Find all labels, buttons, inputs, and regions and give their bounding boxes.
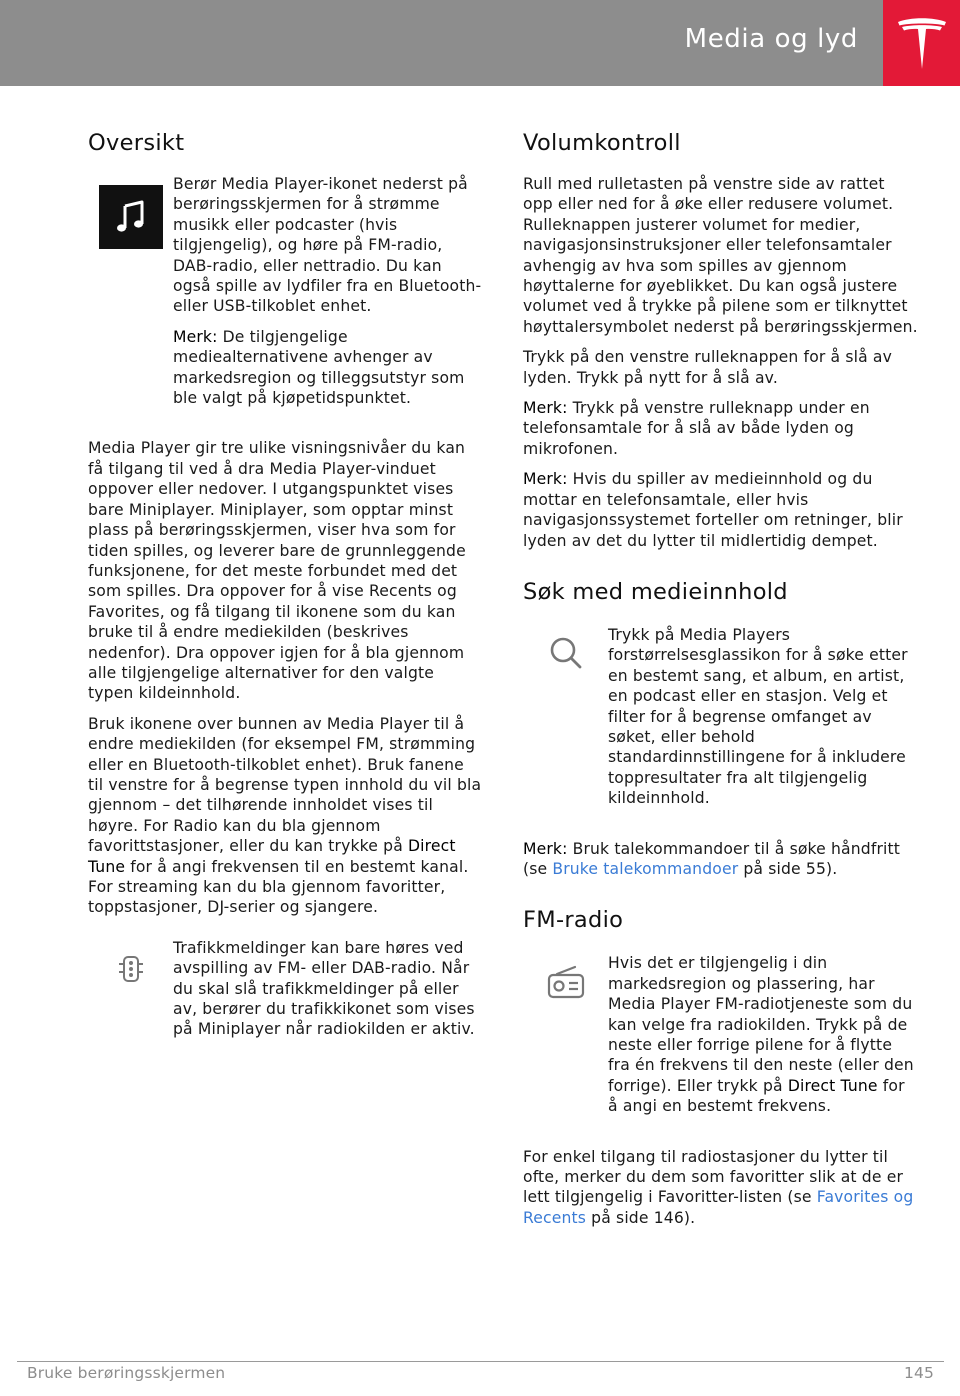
paragraph-sources: [88, 714, 483, 918]
right-column: [523, 128, 918, 1238]
direct-tune-ref: Direct Tune: [787, 1076, 878, 1095]
link-talekommandoer[interactable]: Bruke talekommandoer: [552, 859, 739, 878]
fm-favorites-paragraph: [523, 1147, 918, 1229]
note-label: Merk:: [523, 399, 568, 418]
paragraph-sources-part2: for å angi frekvensen til en bestemt kanal. For streaming kan du bla gjennom favoritter, toppstasjoner, DJ-serier og sjangere.: [88, 857, 469, 917]
search-block: [523, 625, 918, 819]
music-note-icon: [99, 185, 163, 249]
fm-text: [608, 953, 918, 1116]
page-number: 145: [903, 1364, 934, 1382]
heading-oversikt: Oversikt: [88, 130, 185, 156]
note-text: Trykk på venstre rulleknapp under en telefonsamtale for å slå av både lyden og mikrofonen.: [523, 399, 870, 458]
note-label: Merk:: [523, 839, 568, 858]
page-header: [0, 0, 960, 86]
radio-icon: [545, 963, 587, 1003]
heading-fm-radio: FM-radio: [523, 907, 624, 934]
heading-sok: Søk med medieinnhold: [523, 578, 788, 605]
link-favorites-recents[interactable]: Favorites og Recents: [523, 1188, 914, 1227]
volume-paragraph-2: Trykk på den venstre rulleknappen for å slå av lyden. Trykk på nytt for å slå av.: [523, 348, 893, 387]
fm-block: [523, 953, 918, 1126]
media-intro-text: Berør Media Player-ikonet nederst på berøringsskjermen for å strømme musikk eller podcaster (hvis tilgjengelig), og høre på FM-radio, DAB-radio, eller nettradio. Du kan også spille av lydfiler fra en Bluetooth- eller USB-tilkoblet enhet.: [173, 175, 482, 316]
footer-section: Bruke berøringsskjermen: [27, 1364, 226, 1382]
paragraph-views: Media Player gir tre ulike visningsnivåer du kan få tilgang til ved å dra Media Player-vinduet oppover eller nedover. I utgangspunktet vises bare Miniplayer. Miniplayer, som opptar minst plass på berøringsskjermen, viser hva som for tiden spilles, og leverer bare de grunnleggende funksjonene, for det meste forbundet med det som spilles. Dra oppover for å vise Recents og Favorites, og få tilgang til ikonene som du kan bruke til å endre mediekilden (beskrives nedenfor). Dra oppover igjen for å bla gjennom alle tilgjengelige alternativer for den valgte typen kildeinnhold.: [88, 439, 466, 703]
media-intro-block: [88, 174, 483, 418]
search-text: Trykk på Media Players forstørrelsesglassikon for å søke etter en bestemt sang, et album, en artist, en podcast eller en stasjon. Velg et filter for å begrense omfanget av søket, eller behold standardinnstillingene for å inkludere toppresultater fra alt tilgjengelig kildeinnhold.: [608, 625, 908, 808]
fm-text-part1: Hvis det er tilgjengelig i din markedsregion og plassering, har Media Player FM-radiotjeneste som du kan velge fra radiokilden. Trykk på de neste eller forrige pilene for å flytte fra én frekvens til den neste (eller den forrige). Eller trykk på: [608, 954, 914, 1095]
fm-favorites-part1: For enkel tilgang til radiostasjoner du lytter til ofte, merker du dem som favoritter slik at de er lett tilgjengelig i Favoritter-listen (se: [523, 1147, 904, 1207]
paragraph-sources-part1: Bruk ikonene over bunnen av Media Player til å endre mediekilden (for eksempel FM, strømming eller en Bluetooth-tilkoblet enhet). Bruk fanene til venstre for å begrense typen innhold du vil bla gjennom – det tilhørende innholdet vises til høyre. For Radio kan du bla gjennom favorittstasjoner, eller du kan trykke på: [88, 714, 482, 856]
note-label: Merk:: [173, 327, 218, 346]
note-label: Merk:: [523, 470, 568, 489]
footer-divider: [17, 1361, 944, 1362]
traffic-text: Trafikkmeldinger kan bare høres ved avspilling av FM- eller DAB-radio. Når du skal slå trafikkmeldinger på eller av, berører du trafikkikonet som vises på Miniplayer når radiokilden er aktiv.: [173, 938, 475, 1039]
search-note: [523, 839, 918, 880]
media-intro-note: [173, 327, 483, 409]
note-text: De tilgjengelige mediealternativene avhenger av markedsregion og tilleggsutstyr som ble valgt på kjøpetidspunktet.: [173, 327, 465, 408]
direct-tune-ref: Direct Tune: [88, 837, 456, 876]
volume-note-1: [523, 398, 918, 459]
volume-note-2: [523, 469, 918, 551]
tesla-logo-icon: [896, 15, 948, 71]
fm-text-part2: for å angi en bestemt frekvens.: [608, 1076, 905, 1116]
traffic-block: [88, 938, 483, 1050]
search-note-part1: Bruk talekommandoer til å søke håndfritt (se: [523, 839, 901, 878]
section-title: Media og lyd: [684, 24, 858, 54]
search-note-part2: på side 55).: [738, 859, 838, 878]
note-text: Hvis du spiller av medieinnhold og du mottar en telefonsamtale, eller hvis navigasjonssystemet forteller om retninger, blir lyden av det du lytter til midlertidig dempet.: [523, 470, 903, 550]
magnifier-icon: [546, 633, 586, 673]
traffic-light-icon: [114, 952, 148, 986]
fm-favorites-part2: på side 146).: [586, 1208, 696, 1227]
left-column: [88, 128, 483, 1070]
volume-paragraph-1: Rull med rulletasten på venstre side av rattet opp eller ned for å øke eller redusere volumet. Rulleknappen justerer volumet for medier, navigasjonsinstruksjoner eller telefonsamtaler avhengig av hva som spilles av gjennom høyttalerne for øyeblikket. Du kan også justere volumet ved å trykke på pilene som er tilknyttet høyttalersymbolet nederst på berøringsskjermen.: [523, 175, 918, 336]
tesla-logo: [883, 0, 960, 86]
heading-volumkontroll: Volumkontroll: [523, 130, 681, 156]
